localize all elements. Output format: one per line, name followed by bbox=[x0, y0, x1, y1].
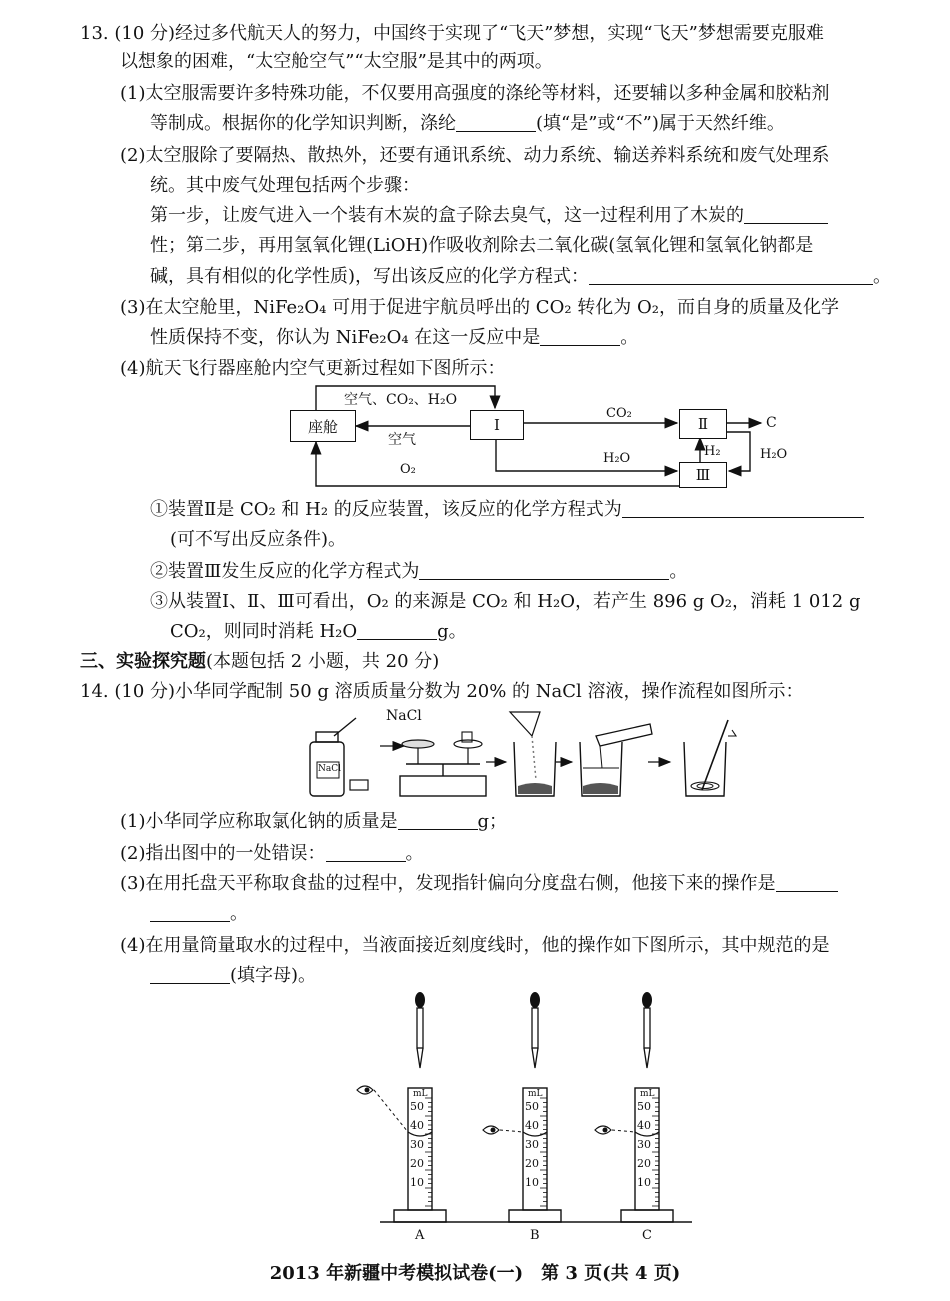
answer-blank[interactable] bbox=[326, 843, 406, 862]
prep-flow-drawing bbox=[300, 706, 740, 802]
label-h2o-right: H₂O bbox=[760, 447, 788, 462]
device-2-box: Ⅱ bbox=[679, 409, 727, 439]
device-3-box: Ⅲ bbox=[679, 462, 727, 488]
q13-sub1-line2: (可不写出反应条件)。 bbox=[170, 529, 347, 550]
cylinder-tick-label: 30 bbox=[410, 1138, 424, 1151]
cylinder-tick-label: 40 bbox=[410, 1119, 424, 1132]
cylinder-unit-label: mL bbox=[413, 1089, 428, 1099]
answer-blank[interactable] bbox=[622, 499, 864, 518]
q14-stem: 14. (10 分)小华同学配制 50 g 溶质质量分数为 20% 的 NaCl 溶液，操作流程如图所示： bbox=[80, 681, 804, 702]
q14-part3-line1 bbox=[120, 872, 838, 896]
q13-sub3-unit: g。 bbox=[437, 621, 467, 642]
answer-blank[interactable] bbox=[456, 113, 536, 132]
q14-part3-text: (3)在用托盘天平称取食盐的过程中，发现指针偏向分度盘右侧，他接下来的操作是 bbox=[120, 873, 776, 894]
label-co2: CO₂ bbox=[606, 406, 632, 421]
q13-part2-line2: 统。其中废气处理包括两个步骤： bbox=[150, 175, 420, 196]
q14-part4-line2 bbox=[150, 964, 316, 988]
q14-part1-text: (1)小华同学应称取氯化钠的质量是 bbox=[120, 811, 398, 832]
q13-part2-eq-text: 碱，具有相似的化学性质)，写出该反应的化学方程式： bbox=[150, 266, 590, 287]
q13-part4-line: (4)航天飞行器座舱内空气更新过程如下图所示： bbox=[120, 358, 506, 379]
q13-part1-text-end: (填“是”或“不”)属于天然纤维。 bbox=[536, 113, 785, 134]
period: 。 bbox=[620, 327, 639, 348]
air-renewal-diagram bbox=[280, 380, 800, 490]
q13-part2-line1: (2)太空服除了要隔热、散热外，还要有通讯系统、动力系统、输送养料系统和废气处理系 bbox=[120, 145, 830, 166]
q13-part2-step1: 第一步，让废气进入一个装有木炭的盒子除去臭气，这一过程利用了木炭的 bbox=[150, 205, 744, 226]
page-footer: 2013 年新疆中考模拟试卷(一) 第 3 页(共 4 页) bbox=[269, 1263, 681, 1284]
label-air-co2-h2o: 空气、CO₂、H₂O bbox=[344, 392, 458, 408]
cylinder-tick-label: 50 bbox=[410, 1100, 424, 1113]
period: 。 bbox=[405, 843, 424, 864]
cylinder-tick-label: 40 bbox=[637, 1119, 651, 1132]
q13-part3-line1: (3)在太空舱里，NiFe₂O₄ 可用于促进宇航员呼出的 CO₂ 转化为 O₂，而自身的质量及化学 bbox=[120, 297, 839, 318]
q14-part4-line1: (4)在用量筒量取水的过程中，当液面接近刻度线时，他的操作如下图所示，其中规范的是 bbox=[120, 935, 830, 956]
answer-blank[interactable] bbox=[150, 903, 230, 922]
q13-part2-line4: 性；第二步，再用氢氧化锂(LiOH)作吸收剂除去二氧化碳(氢氧化锂和氢氧化钠都是 bbox=[150, 235, 814, 256]
q13-sub2-text: ②装置Ⅲ发生反应的化学方程式为 bbox=[150, 561, 420, 582]
answer-blank[interactable] bbox=[589, 266, 873, 285]
cylinder-tick-label: 30 bbox=[525, 1138, 539, 1151]
cylinder-tick-label: 10 bbox=[637, 1176, 651, 1189]
period: 。 bbox=[873, 266, 892, 287]
solution-prep-flow bbox=[300, 706, 740, 802]
q13-part1-text: 等制成。根据你的化学知识判断，涤纶 bbox=[150, 113, 456, 134]
label-c: C bbox=[766, 415, 777, 431]
q13-part3-text: 性质保持不变，你认为 NiFe₂O₄ 在这一反应中是 bbox=[150, 327, 541, 348]
label-o2: O₂ bbox=[400, 462, 416, 477]
label-h2: H₂ bbox=[704, 444, 721, 459]
cylinder-figure bbox=[340, 990, 700, 1250]
nacl-label: NaCl bbox=[386, 708, 422, 724]
section-3-note: (本题包括 2 小题，共 20 分) bbox=[206, 651, 440, 672]
q13-sub3-line1: ③从装置Ⅰ、Ⅱ、Ⅲ可看出，O₂ 的来源是 CO₂ 和 H₂O，若产生 896 g O₂，消耗 1 012 g bbox=[150, 591, 861, 612]
period: 。 bbox=[669, 561, 688, 582]
cylinder-tick-label: 20 bbox=[525, 1157, 539, 1170]
q13-part2-line3 bbox=[150, 204, 828, 228]
q14-part2-text: (2)指出图中的一处错误： bbox=[120, 843, 326, 864]
answer-blank[interactable] bbox=[150, 965, 230, 984]
cylinder-option-label: C bbox=[642, 1228, 652, 1243]
cylinder-tick-label: 30 bbox=[637, 1138, 651, 1151]
q14-part1-unit: g； bbox=[477, 811, 508, 832]
q13-part1-line1: (1)太空服需要许多特殊功能，不仅要用高强度的涤纶等材料，还要辅以多种金属和胶粘剂 bbox=[120, 83, 830, 104]
cylinder-tick-label: 20 bbox=[637, 1157, 651, 1170]
q13-part3-line2 bbox=[150, 326, 638, 350]
cylinder-option-label: B bbox=[530, 1228, 540, 1243]
q13-sub2-line bbox=[150, 560, 687, 584]
q13-sub3-line2 bbox=[170, 620, 467, 644]
q13-sub3-text: CO₂，则同时消耗 H₂O bbox=[170, 621, 358, 642]
cylinder-tick-label: 10 bbox=[410, 1176, 424, 1189]
section-3-title: 三、实验探究题 bbox=[80, 651, 206, 672]
cylinder-unit-label: mL bbox=[528, 1089, 543, 1099]
answer-blank[interactable] bbox=[357, 621, 437, 640]
q13-part2-line5 bbox=[150, 265, 891, 289]
q13-stem-line1: 13. (10 分)经过多代航天人的努力，中国终于实现了“飞天”梦想，实现“飞天”梦想需要克服难 bbox=[80, 23, 824, 44]
label-h2o-low: H₂O bbox=[603, 451, 631, 466]
cylinder-tick-label: 40 bbox=[525, 1119, 539, 1132]
answer-blank[interactable] bbox=[398, 811, 478, 830]
device-1-box: Ⅰ bbox=[470, 410, 524, 440]
label-air: 空气 bbox=[388, 432, 416, 448]
cabin-box: 座舱 bbox=[290, 410, 356, 442]
answer-blank[interactable] bbox=[419, 561, 669, 580]
cylinder-tick-label: 10 bbox=[525, 1176, 539, 1189]
q13-part1-line2 bbox=[150, 112, 785, 136]
section-3-header bbox=[80, 650, 439, 674]
cylinder-option-label: A bbox=[415, 1228, 425, 1243]
answer-blank[interactable] bbox=[776, 873, 838, 892]
cylinder-tick-label: 50 bbox=[525, 1100, 539, 1113]
cylinder-tick-label: 50 bbox=[637, 1100, 651, 1113]
q14-part4-text: (填字母)。 bbox=[230, 965, 317, 986]
answer-blank[interactable] bbox=[744, 205, 828, 224]
answer-blank[interactable] bbox=[540, 327, 620, 346]
period: 。 bbox=[230, 903, 248, 924]
q14-part3-line2 bbox=[150, 902, 248, 926]
q13-sub1-line1 bbox=[150, 498, 864, 522]
jar-nacl-label: NaCl bbox=[318, 764, 342, 774]
q13-sub1-text: ①装置Ⅱ是 CO₂ 和 H₂ 的反应装置，该反应的化学方程式为 bbox=[150, 499, 622, 520]
cylinder-tick-label: 20 bbox=[410, 1157, 424, 1170]
q14-part2 bbox=[120, 842, 424, 866]
q14-part1 bbox=[120, 810, 507, 834]
q13-stem-line2: 以想象的困难，“太空舱空气”“太空服”是其中的两项。 bbox=[120, 51, 553, 72]
cylinder-unit-label: mL bbox=[640, 1089, 655, 1099]
